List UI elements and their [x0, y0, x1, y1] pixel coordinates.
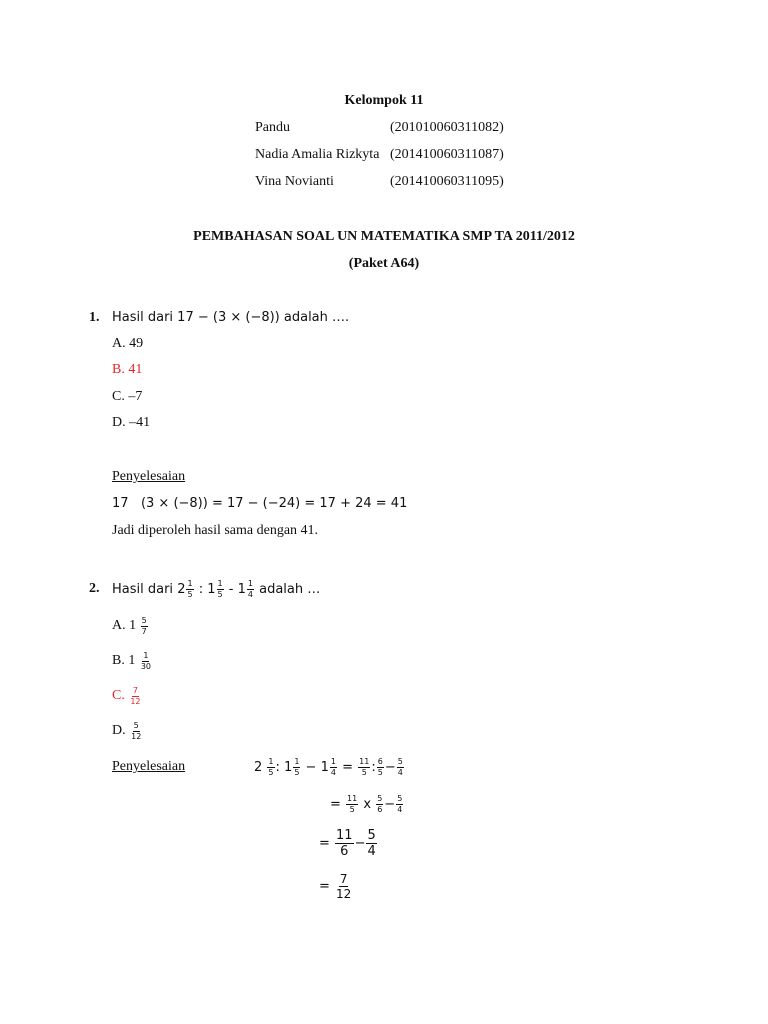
option-d: D. –41 — [112, 415, 151, 430]
option-c: C. –7 — [112, 389, 143, 404]
member-name: Nadia Amalia Rizkyta — [255, 147, 380, 162]
option-a: A. 49 — [112, 336, 144, 351]
question-text: Hasil dari 2 $\frac{1}{5}$ : 1 $\frac{1}{5}$ - 1 $\frac{1}{4}$ adalah … — [112, 578, 321, 599]
solution-line: 17 (3 × (−8)) = 17 − (−24) = 17 + 24 = 41 — [112, 496, 408, 511]
member-name: Pandu — [255, 120, 290, 135]
solution-conclusion: Jadi diperoleh hasil sama dengan 41. — [112, 523, 319, 538]
mixed-fraction: 2 $\frac{1}{5}$ — [177, 578, 193, 599]
solution-step-3: = $\frac{11}{6}$ − $\frac{5}{4}$ — [319, 827, 376, 859]
option-b-answer: B. 41 — [112, 362, 143, 377]
document-subtitle: (Paket A64) — [348, 256, 420, 271]
member-id: (201410060311087) — [390, 147, 504, 162]
solution-step-2: = $\frac{11}{5}$ x $\frac{5}{6}$ − $\frac{5}{4}$ — [330, 793, 403, 814]
option-a: A. 1 $\frac{5}{7}$ — [112, 615, 147, 636]
question-number: 1. — [89, 310, 100, 325]
solution-label: Penyelesaian — [112, 469, 186, 484]
solution-step-4: = $\frac{7}{12}$ — [319, 871, 352, 901]
question-prefix: Hasil dari — [112, 581, 174, 597]
member-id: (201010060311082) — [390, 120, 504, 135]
option-d: D. $\frac{5}{12}$ — [112, 720, 142, 741]
member-id: (201410060311095) — [390, 174, 504, 189]
option-b: B. 1 $\frac{1}{30}$ — [112, 650, 152, 671]
document-title: PEMBAHASAN SOAL UN MATEMATIKA SMP TA 2011/2012 — [193, 229, 575, 244]
mixed-fraction: 1 $\frac{1}{5}$ — [207, 578, 223, 599]
option-c-answer: C. $\frac{7}{12}$ — [112, 685, 141, 706]
solution-step-1: 2 $\frac{1}{5}$ : 1 $\frac{1}{5}$ − 1 $\frac{1}{4}$ = $\frac{11}{5}$ : $\frac{6}{5}$ − $\frac{5}{4}$ — [254, 756, 403, 777]
question-text: Hasil dari 17 − (3 × (−8)) adalah …. — [112, 310, 350, 325]
group-title: Kelompok 11 — [344, 93, 424, 108]
solution-label: Penyelesaian — [112, 759, 186, 774]
question-suffix: adalah … — [259, 581, 321, 597]
member-name: Vina Novianti — [255, 174, 334, 189]
mixed-fraction: 1 $\frac{1}{4}$ — [237, 578, 253, 599]
question-number: 2. — [89, 581, 100, 596]
